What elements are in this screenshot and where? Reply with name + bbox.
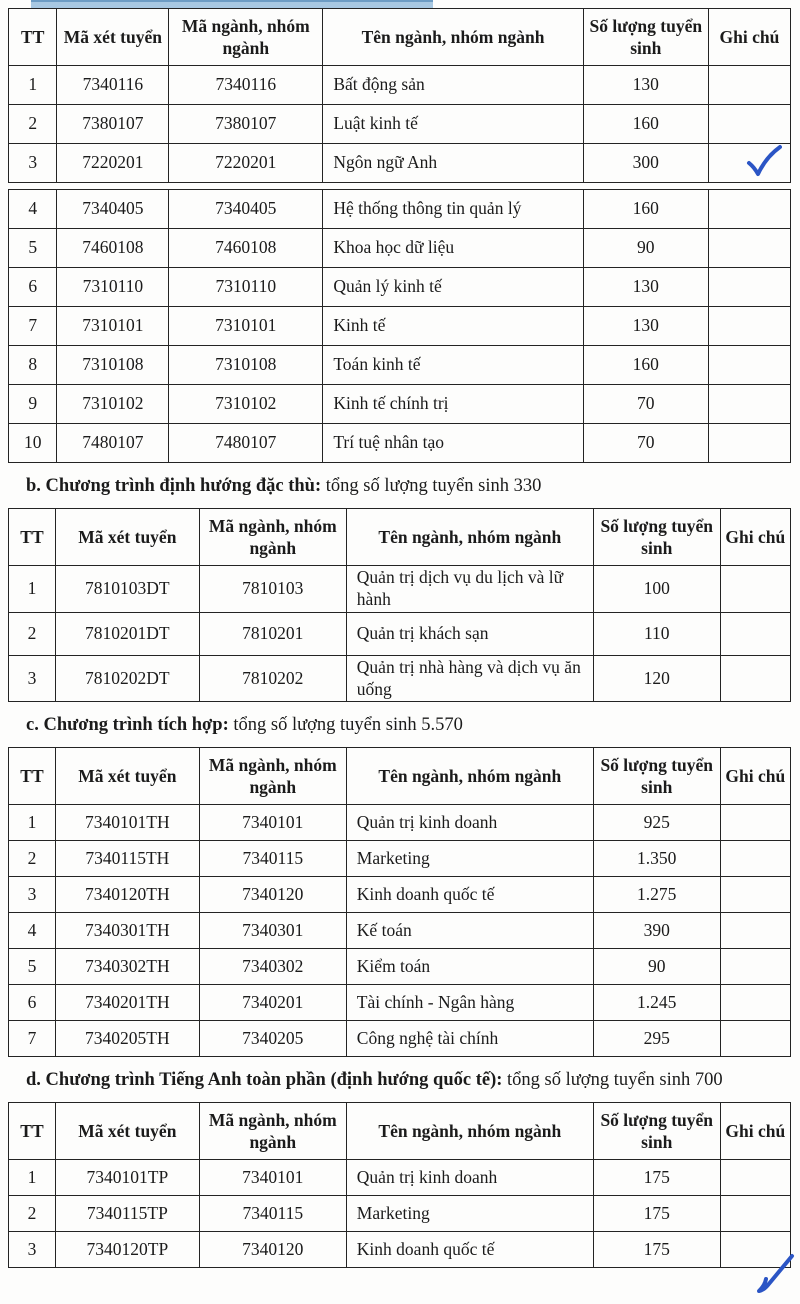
cell-ma_xet: 7810103DT [55,565,199,612]
cell-ten_nganh: Hệ thống thông tin quản lý [323,190,583,229]
section-d-total: tổng số lượng tuyển sinh 700 [502,1070,723,1091]
cell-so_luong: 295 [593,1021,720,1057]
column-header-so_luong: Số lượng tuyển sinh [593,1103,720,1160]
cell-ten_nganh: Tài chính - Ngân hàng [346,985,593,1021]
cell-tt: 6 [9,985,56,1021]
cell-tt: 1 [9,1160,56,1196]
cell-so_luong: 130 [583,307,708,346]
cell-ma_nganh: 7340405 [169,190,323,229]
cell-tt: 4 [9,190,57,229]
cell-ma_nganh: 7310101 [169,307,323,346]
cell-so_luong: 160 [583,190,708,229]
section-c-label [2,713,798,738]
cell-ma_nganh: 7310102 [169,385,323,424]
column-header-ghi_chu: Ghi chú [720,508,790,565]
section-b-total: tổng số lượng tuyển sinh 330 [321,476,542,496]
cell-ten_nganh: Khoa học dữ liệu [323,229,583,268]
cell-ma_nganh: 7810201 [199,612,346,655]
cell-ghi_chu [708,190,790,229]
cell-tt: 2 [9,612,56,655]
table-row [9,424,791,463]
cell-ma_nganh: 7340120 [199,877,346,913]
cell-so_luong: 1.275 [593,877,720,913]
cell-ghi_chu [708,66,790,105]
column-header-ma_xet: Mã xét tuyển [57,9,169,66]
column-header-ten_nganh: Tên ngành, nhóm ngành [346,748,593,805]
cell-ghi_chu [708,346,790,385]
cell-so_luong: 175 [593,1196,720,1232]
column-header-ma_xet: Mã xét tuyển [55,748,199,805]
cell-ma_xet: 7810201DT [55,612,199,655]
table-row [9,105,791,144]
cell-tt: 10 [9,424,57,463]
cell-tt: 3 [9,144,57,183]
cell-ghi_chu [708,385,790,424]
cell-ma_xet: 7340302TH [55,949,199,985]
column-header-ghi_chu: Ghi chú [720,1103,790,1160]
cell-ghi_chu [720,1160,790,1196]
column-header-ma_nganh: Mã ngành, nhóm ngành [199,748,346,805]
cell-ma_nganh: 7340101 [199,805,346,841]
table-row [9,565,791,612]
cell-so_luong: 175 [593,1160,720,1196]
cell-ghi_chu [708,268,790,307]
table-row [9,805,791,841]
cell-ma_nganh: 7310108 [169,346,323,385]
cell-ten_nganh: Kinh tế [323,307,583,346]
cell-ma_xet: 7310110 [57,268,169,307]
column-header-tt: TT [9,1103,56,1160]
table-row [9,268,791,307]
cell-ghi_chu [708,105,790,144]
column-header-ghi_chu: Ghi chú [708,9,790,66]
cell-so_luong: 90 [593,949,720,985]
cell-ghi_chu [720,949,790,985]
column-header-ma_xet: Mã xét tuyển [55,508,199,565]
cell-tt: 7 [9,1021,56,1057]
cell-ma_nganh: 7340116 [169,66,323,105]
column-header-ghi_chu: Ghi chú [720,748,790,805]
cell-ten_nganh: Quản trị nhà hàng và dịch vụ ăn uống [346,655,593,702]
cell-so_luong: 110 [593,612,720,655]
cell-ma_xet: 7810202DT [55,655,199,702]
cell-ma_xet: 7310102 [57,385,169,424]
cell-so_luong: 130 [583,268,708,307]
column-header-so_luong: Số lượng tuyển sinh [593,748,720,805]
cell-so_luong: 160 [583,346,708,385]
cell-tt: 4 [9,913,56,949]
cell-ten_nganh: Kiểm toán [346,949,593,985]
cell-ma_xet: 7340115TP [55,1196,199,1232]
table-row [9,307,791,346]
column-header-so_luong: Số lượng tuyển sinh [583,9,708,66]
cell-ghi_chu [720,565,790,612]
cell-ma_xet: 7340115TH [55,841,199,877]
cell-ten_nganh: Bất động sản [323,66,583,105]
cell-tt: 2 [9,1196,56,1232]
column-header-tt: TT [9,748,56,805]
cell-ma_nganh: 7340115 [199,1196,346,1232]
table-row [9,144,791,183]
cell-so_luong: 925 [593,805,720,841]
cell-ten_nganh: Kinh doanh quốc tế [346,1232,593,1268]
cell-so_luong: 175 [593,1232,720,1268]
column-header-tt: TT [9,508,56,565]
section-b-label [2,474,798,499]
cell-ghi_chu [708,424,790,463]
cell-ten_nganh: Quản lý kinh tế [323,268,583,307]
cell-ma_xet: 7220201 [57,144,169,183]
cell-ghi_chu [720,985,790,1021]
cell-ma_nganh: 7220201 [169,144,323,183]
cell-so_luong: 1.350 [593,841,720,877]
column-header-so_luong: Số lượng tuyển sinh [593,508,720,565]
cell-ma_nganh: 7480107 [169,424,323,463]
table-row [9,346,791,385]
column-header-tt: TT [9,9,57,66]
cell-tt: 3 [9,877,56,913]
cell-ma_xet: 7310101 [57,307,169,346]
cell-ten_nganh: Kinh doanh quốc tế [346,877,593,913]
table-row [9,841,791,877]
cell-ghi_chu [720,877,790,913]
cell-ma_nganh: 7340205 [199,1021,346,1057]
table-a-rows-4-10 [8,189,791,463]
section-c-title: c. Chương trình tích hợp: [26,715,229,736]
cell-tt: 7 [9,307,57,346]
cell-so_luong: 130 [583,66,708,105]
table-row [9,877,791,913]
cell-ghi_chu [708,144,790,183]
table-row [9,1021,791,1057]
header-row [9,1103,791,1160]
cell-ten_nganh: Marketing [346,841,593,877]
cell-ma_nganh: 7340301 [199,913,346,949]
column-header-ten_nganh: Tên ngành, nhóm ngành [323,9,583,66]
cell-ma_xet: 7340116 [57,66,169,105]
cell-ghi_chu [708,307,790,346]
cell-so_luong: 300 [583,144,708,183]
cell-so_luong: 390 [593,913,720,949]
table-d [8,1102,791,1268]
cell-ma_nganh: 7380107 [169,105,323,144]
cell-ma_xet: 7340120TP [55,1232,199,1268]
cell-ma_xet: 7340201TH [55,985,199,1021]
cell-ma_xet: 7460108 [57,229,169,268]
cell-tt: 6 [9,268,57,307]
cell-ghi_chu [720,655,790,702]
cell-tt: 5 [9,949,56,985]
header-row [9,508,791,565]
cell-ma_nganh: 7340201 [199,985,346,1021]
section-c-total: tổng số lượng tuyển sinh 5.570 [228,715,463,736]
cell-so_luong: 100 [593,565,720,612]
highlight-strip [31,0,433,8]
cell-ten_nganh: Toán kinh tế [323,346,583,385]
section-d-label [2,1068,798,1093]
cell-ten_nganh: Luật kinh tế [323,105,583,144]
column-header-ma_nganh: Mã ngành, nhóm ngành [169,9,323,66]
table-row [9,1232,791,1268]
section-b-title: b. Chương trình định hướng đặc thù: [26,476,322,496]
cell-ma_nganh: 7460108 [169,229,323,268]
table-a-rows-1-3 [8,8,791,183]
cell-ma_xet: 7340205TH [55,1021,199,1057]
cell-ma_xet: 7480107 [57,424,169,463]
table-row [9,1160,791,1196]
cell-so_luong: 90 [583,229,708,268]
column-header-ma_xet: Mã xét tuyển [55,1103,199,1160]
column-header-ten_nganh: Tên ngành, nhóm ngành [346,508,593,565]
cell-ma_xet: 7340120TH [55,877,199,913]
cell-tt: 2 [9,841,56,877]
cell-ten_nganh: Quản trị kinh doanh [346,805,593,841]
cell-ghi_chu [720,805,790,841]
cell-ghi_chu [720,612,790,655]
table-row [9,655,791,702]
cell-tt: 8 [9,346,57,385]
cell-ten_nganh: Công nghệ tài chính [346,1021,593,1057]
table-row [9,66,791,105]
cell-ma_xet: 7310108 [57,346,169,385]
cell-ma_nganh: 7340101 [199,1160,346,1196]
cell-tt: 5 [9,229,57,268]
cell-ten_nganh: Quản trị dịch vụ du lịch và lữ hành [346,565,593,612]
table-row [9,229,791,268]
cell-ghi_chu [720,841,790,877]
cell-tt: 1 [9,565,56,612]
cell-ma_xet: 7340301TH [55,913,199,949]
cell-ma_nganh: 7340120 [199,1232,346,1268]
cell-tt: 1 [9,805,56,841]
cell-tt: 3 [9,655,56,702]
cell-ghi_chu [720,913,790,949]
cell-ten_nganh: Kinh tế chính trị [323,385,583,424]
table-c [8,747,791,1057]
cell-ghi_chu [720,1232,790,1268]
cell-ma_nganh: 7810103 [199,565,346,612]
cell-ghi_chu [708,229,790,268]
table-row [9,985,791,1021]
cell-tt: 1 [9,66,57,105]
table-b [8,508,791,703]
cell-so_luong: 160 [583,105,708,144]
cell-so_luong: 70 [583,424,708,463]
column-header-ten_nganh: Tên ngành, nhóm ngành [346,1103,593,1160]
table-row [9,949,791,985]
cell-tt: 9 [9,385,57,424]
cell-tt: 3 [9,1232,56,1268]
cell-ten_nganh: Marketing [346,1196,593,1232]
cell-ma_nganh: 7810202 [199,655,346,702]
cell-ten_nganh: Quản trị kinh doanh [346,1160,593,1196]
cell-ten_nganh: Quản trị khách sạn [346,612,593,655]
cell-ma_xet: 7340101TH [55,805,199,841]
cell-ten_nganh: Kế toán [346,913,593,949]
table-row [9,190,791,229]
header-row [9,748,791,805]
table-row [9,385,791,424]
cell-ma_xet: 7340101TP [55,1160,199,1196]
cell-ghi_chu [720,1196,790,1232]
section-d-title: d. Chương trình Tiếng Anh toàn phần (định hướng quốc tế): [26,1070,503,1091]
table-row [9,1196,791,1232]
cell-ten_nganh: Ngôn ngữ Anh [323,144,583,183]
cell-ten_nganh: Trí tuệ nhân tạo [323,424,583,463]
cell-so_luong: 120 [593,655,720,702]
table-row [9,612,791,655]
cell-ma_xet: 7340405 [57,190,169,229]
header-row [9,9,791,66]
cell-ma_nganh: 7310110 [169,268,323,307]
cell-tt: 2 [9,105,57,144]
cell-ma_xet: 7380107 [57,105,169,144]
cell-so_luong: 1.245 [593,985,720,1021]
cell-ma_nganh: 7340302 [199,949,346,985]
cell-ghi_chu [720,1021,790,1057]
column-header-ma_nganh: Mã ngành, nhóm ngành [199,1103,346,1160]
column-header-ma_nganh: Mã ngành, nhóm ngành [199,508,346,565]
cell-so_luong: 70 [583,385,708,424]
table-row [9,913,791,949]
cell-ma_nganh: 7340115 [199,841,346,877]
